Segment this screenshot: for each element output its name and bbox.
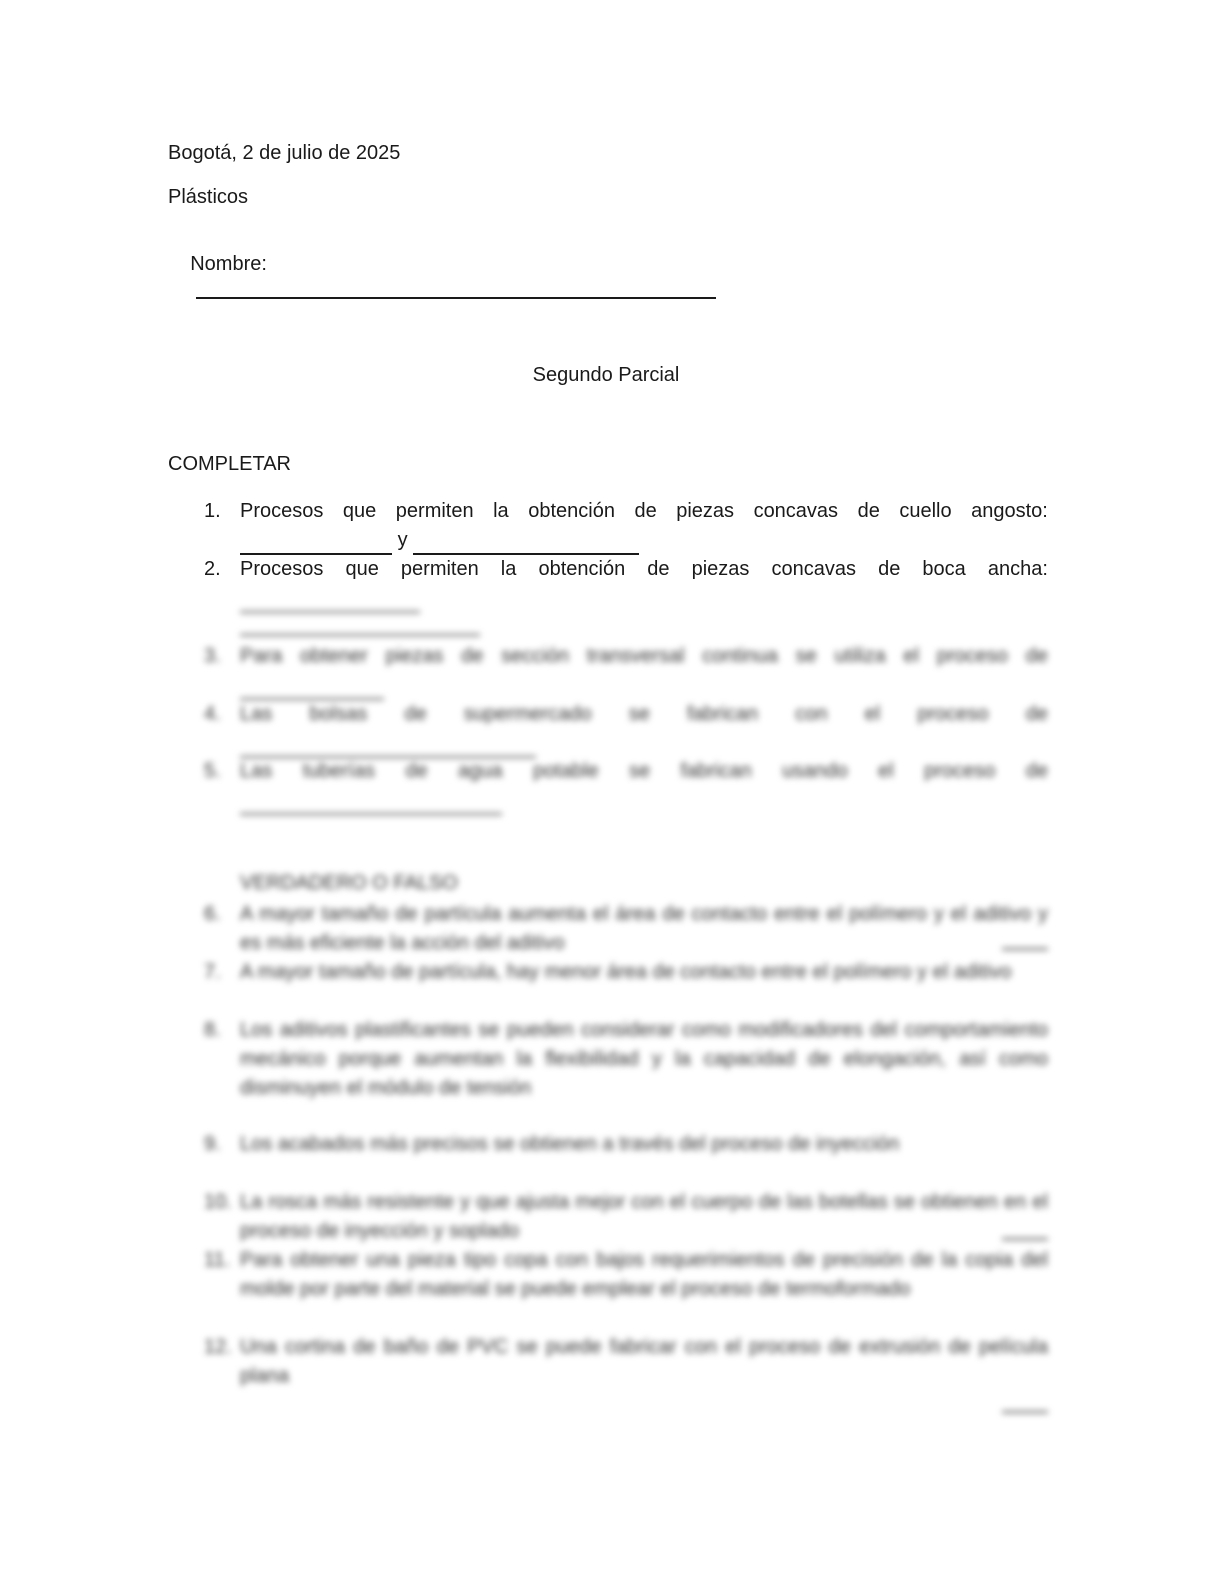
- name-field[interactable]: [196, 277, 716, 299]
- question-word: piezas: [676, 500, 735, 522]
- date-line: Bogotá, 2 de julio de 2025: [168, 142, 401, 164]
- answer-blank[interactable]: [240, 793, 502, 815]
- answer-blank[interactable]: [240, 533, 392, 555]
- question-word: angosto:: [971, 500, 1048, 522]
- question-word: Las: [240, 703, 273, 725]
- question-number: 7.: [204, 961, 221, 983]
- question-text: A mayor tamaño de partícula, hay menor área de contacto entre el polímero y el aditivo: [240, 961, 1012, 983]
- question-word: de: [857, 500, 880, 522]
- question-word: tuberías: [302, 760, 375, 782]
- question-text: Los aditivos plastificantes se pueden considerar como modificadores del comportamiento mecánico porque aumentan la flexibilidad y la capacidad de elongación, así como disminuyen el módulo de tensión: [240, 1019, 1048, 1099]
- question-word: utiliza: [834, 645, 886, 667]
- question-word: proceso: [936, 645, 1008, 667]
- question-text: Los acabados más precisos se obtienen a través del proceso de inyección: [240, 1133, 900, 1155]
- question-word: de: [405, 760, 428, 782]
- question-word: el: [864, 703, 881, 725]
- question-number: 2.: [204, 558, 221, 580]
- question-word: ancha:: [987, 558, 1048, 580]
- question-word: de: [634, 500, 657, 522]
- question-text: Una cortina de baño de PVC se puede fabricar con el proceso de extrusión de película plana: [240, 1336, 1048, 1387]
- question-word: permiten: [395, 500, 474, 522]
- question-number: 4.: [204, 703, 221, 725]
- question-word: de: [1025, 645, 1048, 667]
- question-4: [204, 700, 1048, 756]
- question-word: bolsas: [309, 703, 368, 725]
- question-word: obtención: [538, 558, 626, 580]
- question-text: A mayor tamaño de partícula aumenta el área de contacto entre el polímero y el aditivo y es más eficiente la acción del aditivo: [240, 903, 1048, 954]
- question-word: el: [903, 645, 919, 667]
- question-number: 1.: [204, 500, 221, 522]
- question-text: [240, 700, 1048, 729]
- subject-line: Plásticos: [168, 186, 249, 208]
- question-word: fabrican: [686, 703, 759, 725]
- question-10: [204, 1188, 1048, 1246]
- question-word: de: [878, 558, 901, 580]
- question-word: cuello: [899, 500, 952, 522]
- question-word: el: [878, 760, 894, 782]
- question-word: concavas: [753, 500, 839, 522]
- question-text: [240, 757, 1048, 786]
- question-number: 11.: [204, 1249, 231, 1271]
- question-word: se: [628, 703, 650, 725]
- question-word: permiten: [400, 558, 479, 580]
- question-9: [204, 1130, 1048, 1186]
- question-number: 6.: [204, 903, 221, 925]
- question-11: [204, 1246, 1048, 1330]
- answer-blank[interactable]: [240, 614, 480, 636]
- question-word: piezas: [385, 645, 444, 667]
- question-6: [204, 900, 1048, 958]
- question-word: de: [1025, 703, 1048, 725]
- question-word: Procesos: [240, 500, 324, 522]
- question-text: [240, 642, 1048, 671]
- question-word: obtención: [528, 500, 615, 522]
- question-word: proceso: [917, 703, 989, 725]
- question-word: de: [404, 703, 427, 725]
- question-word: Procesos: [240, 558, 324, 580]
- completar-heading: COMPLETAR: [168, 453, 291, 475]
- question-word: se: [629, 760, 651, 782]
- question-word: proceso: [924, 760, 996, 782]
- question-5: [204, 757, 1048, 815]
- question-2: [204, 555, 1048, 615]
- question-word: con: [795, 703, 828, 725]
- answer-blank-extra: [240, 614, 480, 636]
- question-word: de: [1025, 760, 1048, 782]
- answer-blank[interactable]: [240, 678, 384, 700]
- question-7: [204, 958, 1048, 1016]
- answer-blank[interactable]: [1002, 1238, 1048, 1240]
- question-word: usando: [782, 760, 848, 782]
- question-number: 5.: [204, 760, 221, 782]
- answer-blank[interactable]: [1002, 1411, 1048, 1413]
- question-word: Para: [240, 645, 283, 667]
- question-word: la: [500, 558, 517, 580]
- name-label: Nombre:: [190, 253, 267, 275]
- question-word: potable: [532, 760, 599, 782]
- question-word: piezas: [691, 558, 750, 580]
- true-false-heading: VERDADERO O FALSO: [240, 872, 458, 894]
- question-word: agua: [458, 760, 503, 782]
- question-number: 3.: [204, 645, 221, 667]
- question-word: sección: [501, 645, 569, 667]
- question-word: Las: [240, 760, 273, 782]
- question-3: [204, 642, 1048, 698]
- answer-blank[interactable]: [240, 736, 536, 758]
- question-number: 10.: [204, 1191, 232, 1213]
- question-text: La rosca más resistente y que ajusta mejor con el cuerpo de las botellas se obtienen en el proceso de inyección y soplado: [240, 1191, 1048, 1242]
- question-text: [240, 497, 1048, 526]
- question-8: [204, 1016, 1048, 1128]
- question-word: continua: [702, 645, 778, 667]
- exam-title: Segundo Parcial: [532, 364, 680, 386]
- question-12: [204, 1333, 1048, 1423]
- question-word: concavas: [771, 558, 856, 580]
- question-word: obtener: [300, 645, 368, 667]
- answer-blank[interactable]: [413, 533, 639, 555]
- question-word: la: [493, 500, 509, 522]
- question-text: [240, 555, 1048, 584]
- question-word: fabrican: [680, 760, 752, 782]
- question-number: 8.: [204, 1019, 221, 1041]
- question-text: Para obtener una pieza tipo copa con bajos requerimientos de precisión de la copia del molde por parte del material se puede emplear el proceso de termoformado: [240, 1249, 1048, 1300]
- question-word: boca: [922, 558, 966, 580]
- question-word: supermercado: [463, 703, 592, 725]
- question-number: 9.: [204, 1133, 221, 1155]
- name-line: [168, 230, 716, 322]
- question-1: [204, 497, 1048, 557]
- question-word: de: [461, 645, 484, 667]
- question-number: 12.: [204, 1336, 232, 1358]
- question-word: de: [647, 558, 670, 580]
- answer-blank[interactable]: [1002, 948, 1048, 950]
- question-word: transversal: [586, 645, 685, 667]
- answer-blank[interactable]: [240, 591, 420, 613]
- connector-text: y: [397, 529, 408, 551]
- question-word: se: [795, 645, 817, 667]
- question-word: que: [342, 500, 377, 522]
- question-word: que: [345, 558, 379, 580]
